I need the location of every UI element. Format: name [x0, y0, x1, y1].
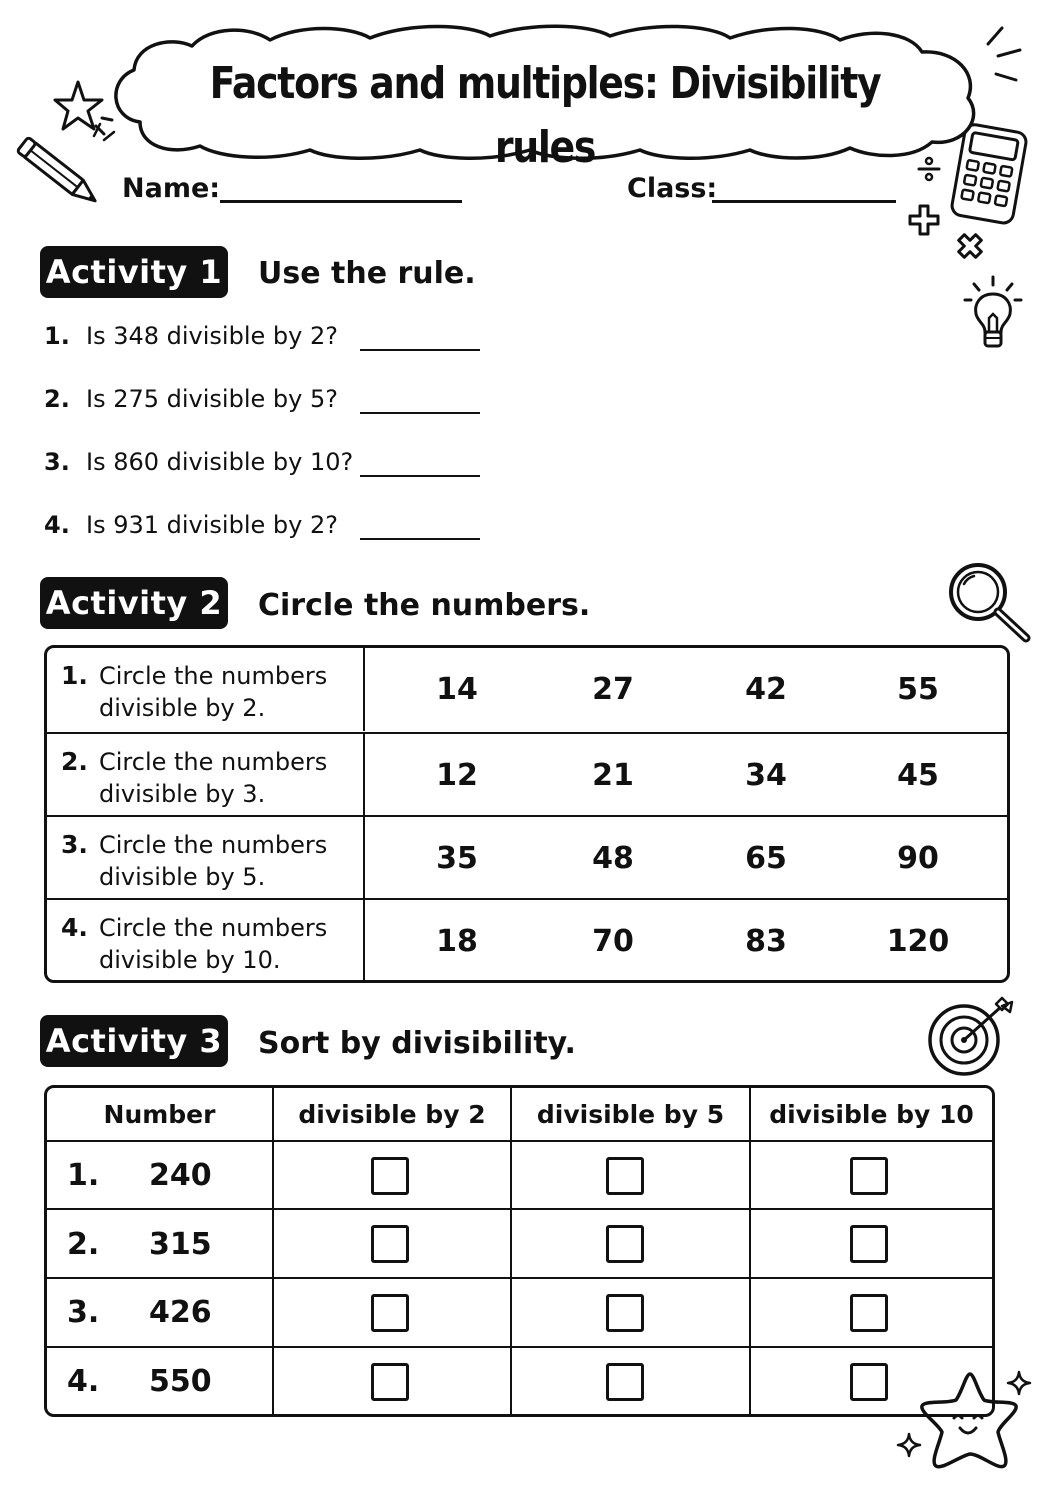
number-option[interactable]: 70	[592, 924, 634, 959]
header-divisible-by-10: divisible by 10	[769, 1100, 974, 1129]
activity1-instruction: Use the rule.	[258, 256, 476, 291]
number-option[interactable]: 45	[897, 758, 939, 793]
row-prompt	[47, 648, 365, 731]
answer-line[interactable]	[360, 386, 480, 414]
activity3-badge: Activity 3	[40, 1015, 228, 1067]
question-text: Is 275 divisible by 5?	[86, 385, 338, 413]
row-prompt	[47, 734, 365, 815]
number-option[interactable]: 83	[745, 924, 787, 959]
answer-line[interactable]	[360, 512, 480, 540]
circle-numbers-table	[44, 645, 1010, 983]
sort-table	[44, 1085, 995, 1417]
number-option[interactable]: 34	[745, 758, 787, 793]
activity2-badge: Activity 2	[40, 577, 228, 629]
checkbox-div5[interactable]	[606, 1157, 644, 1195]
checkbox-div5[interactable]	[606, 1363, 644, 1401]
answer-line[interactable]	[360, 449, 480, 477]
row-prompt	[47, 900, 365, 981]
number-option[interactable]: 18	[436, 924, 478, 959]
question-number: 1.	[44, 322, 70, 350]
question-text: Is 860 divisible by 10?	[86, 448, 354, 476]
sparkle-icon	[1006, 1370, 1032, 1396]
question-number: 3.	[44, 448, 70, 476]
row-text: Circle the numbers divisible by 5.	[99, 831, 328, 891]
checkbox-div10[interactable]	[850, 1363, 888, 1401]
number-option[interactable]: 27	[592, 672, 634, 707]
header-divisible-by-5: divisible by 5	[536, 1100, 725, 1129]
name-label: Name:	[122, 173, 221, 204]
row-value: 240	[149, 1158, 212, 1193]
page-title: Factors and multiples: Divisibility rules	[209, 58, 881, 173]
table-row	[47, 648, 1007, 731]
row-prompt	[47, 817, 365, 898]
magnifier-icon	[944, 560, 1036, 648]
question-text: Is 348 divisible by 2?	[86, 322, 338, 350]
checkbox-div5[interactable]	[606, 1294, 644, 1332]
row-number: 1.	[61, 661, 88, 690]
row-number: 4.	[61, 913, 88, 942]
row-number: 2.	[67, 1227, 100, 1262]
activity1-badge: Activity 1	[40, 246, 228, 298]
checkbox-div10[interactable]	[850, 1294, 888, 1332]
lightbulb-icon	[958, 272, 1028, 356]
question-1	[44, 316, 480, 356]
row-number: 3.	[61, 830, 88, 859]
checkbox-div2[interactable]	[371, 1363, 409, 1401]
row-number: 3.	[67, 1295, 100, 1330]
class-field[interactable]	[712, 200, 896, 203]
answer-line[interactable]	[360, 323, 480, 351]
number-option[interactable]: 55	[897, 672, 939, 707]
question-text: Is 931 divisible by 2?	[86, 511, 338, 539]
checkbox-div10[interactable]	[850, 1157, 888, 1195]
question-2	[44, 379, 480, 419]
row-value: 550	[149, 1364, 212, 1399]
question-4	[44, 505, 480, 545]
number-option[interactable]: 42	[745, 672, 787, 707]
number-option[interactable]: 35	[436, 841, 478, 876]
table-row	[47, 898, 1007, 981]
header-number: Number	[103, 1100, 216, 1129]
times-icon	[954, 230, 986, 262]
table-row	[47, 732, 1007, 815]
checkbox-div2[interactable]	[371, 1294, 409, 1332]
checkbox-div5[interactable]	[606, 1225, 644, 1263]
row-text: Circle the numbers divisible by 3.	[99, 748, 328, 808]
question-number: 2.	[44, 385, 70, 413]
target-icon	[922, 994, 1022, 1080]
activity2-instruction: Circle the numbers.	[258, 588, 591, 623]
name-field[interactable]	[220, 200, 462, 203]
header-divisible-by-2: divisible by 2	[298, 1100, 486, 1129]
question-number: 4.	[44, 511, 70, 539]
checkbox-div2[interactable]	[371, 1157, 409, 1195]
number-option[interactable]: 90	[897, 841, 939, 876]
sparkle-icon	[896, 1432, 922, 1458]
row-value: 315	[149, 1227, 212, 1262]
row-value: 426	[149, 1295, 212, 1330]
activity3-instruction: Sort by divisibility.	[258, 1026, 576, 1061]
plus-icon	[906, 202, 942, 238]
checkbox-div10[interactable]	[850, 1225, 888, 1263]
row-text: Circle the numbers divisible by 10.	[99, 914, 328, 974]
row-number: 1.	[67, 1158, 100, 1193]
number-option[interactable]: 14	[436, 672, 478, 707]
row-number: 2.	[61, 747, 88, 776]
table-row	[47, 815, 1007, 898]
number-option[interactable]: 48	[592, 841, 634, 876]
question-3	[44, 442, 480, 482]
number-option[interactable]: 65	[745, 841, 787, 876]
checkbox-div2[interactable]	[371, 1225, 409, 1263]
row-text: Circle the numbers divisible by 2.	[99, 662, 328, 722]
number-option[interactable]: 12	[436, 758, 478, 793]
row-number: 4.	[67, 1364, 100, 1399]
class-label: Class:	[627, 173, 718, 204]
number-option[interactable]: 120	[886, 924, 950, 959]
number-option[interactable]: 21	[592, 758, 634, 793]
